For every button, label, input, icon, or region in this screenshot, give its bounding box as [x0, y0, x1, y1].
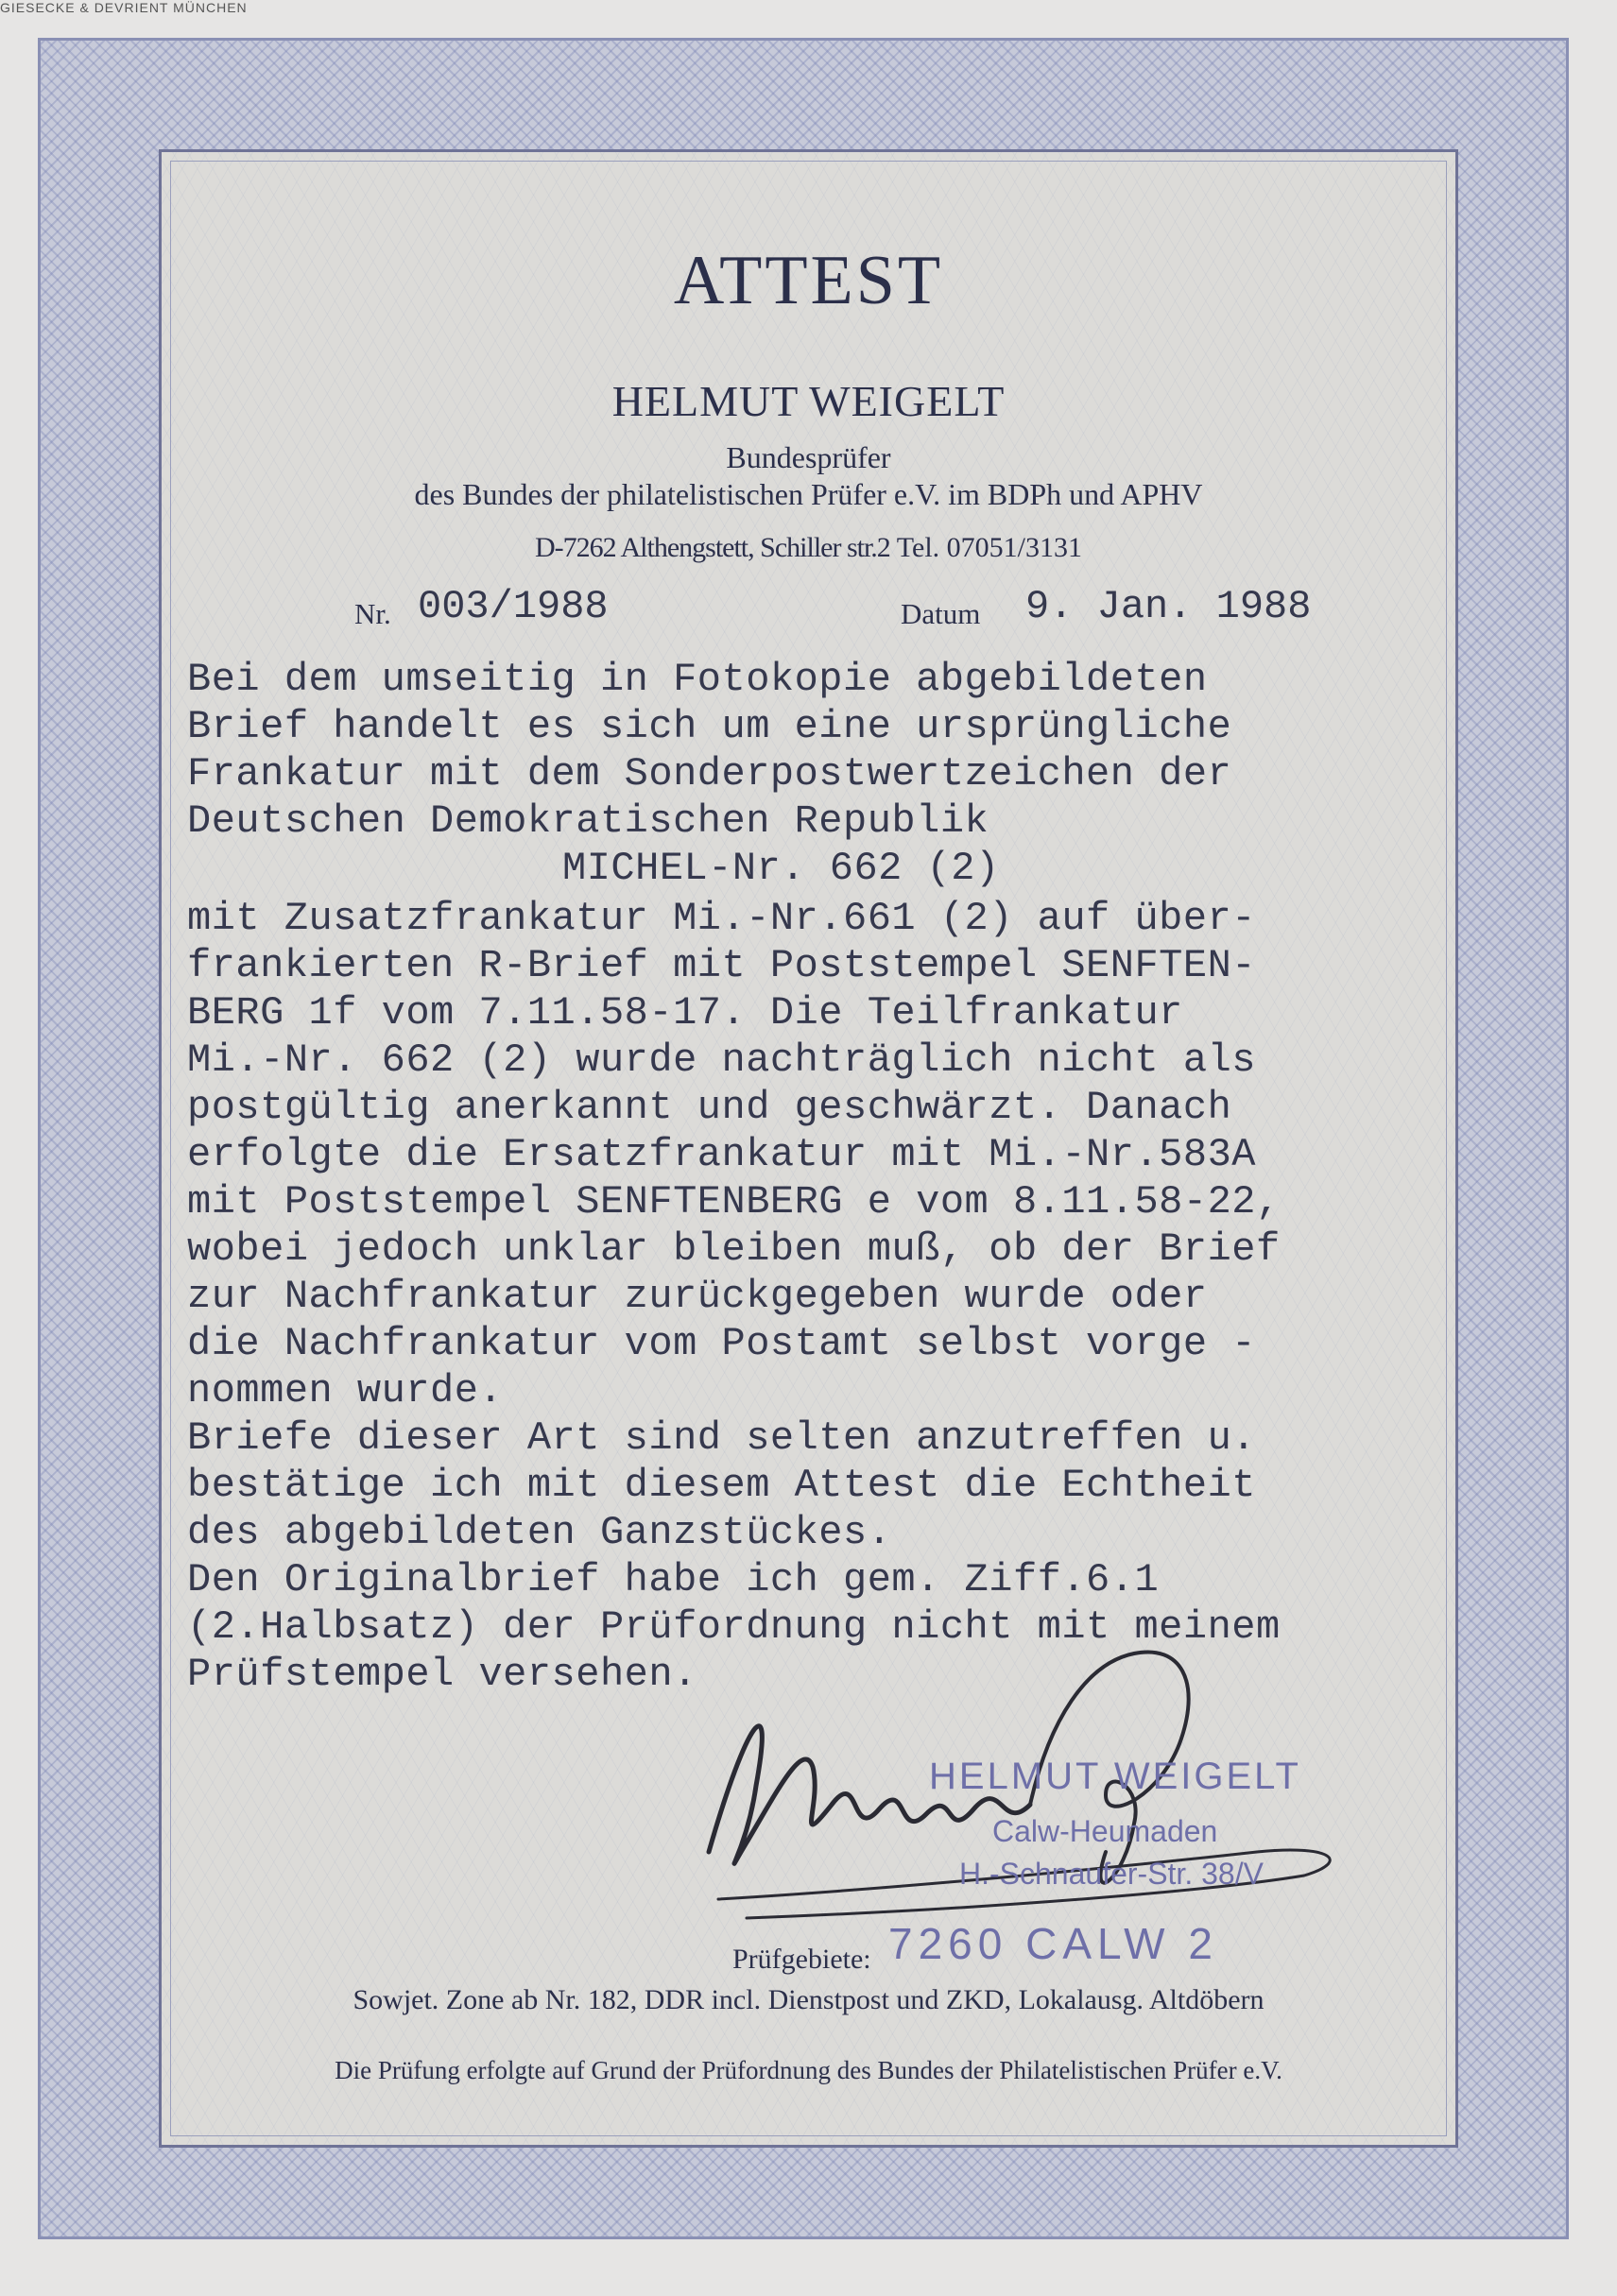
- stamp-street: H.-Schnaufer-Str. 38/V: [959, 1857, 1264, 1891]
- body-line: die Nachfrankatur vom Postamt selbst vorge -: [187, 1321, 1256, 1366]
- footer-note: Die Prüfung erfolgte auf Grund der Prüfordnung des Bundes der Philatelistischen Prüfer e.V.: [335, 2056, 1282, 2084]
- body-line: Brief handelt es sich um eine ursprüngliche: [187, 704, 1232, 749]
- certificate-number: 003/1988: [418, 584, 609, 629]
- body-line: (2.Halbsatz) der Prüfordnung nicht mit meinem: [187, 1604, 1281, 1650]
- examiner-association: des Bundes der philatelistischen Prüfer e.V. im BDPh und APHV: [414, 477, 1203, 511]
- body-line: wobei jedoch unklar bleiben muß, ob der Brief: [187, 1226, 1281, 1272]
- examiner-name: HELMUT WEIGELT: [611, 377, 1006, 425]
- body-line: MICHEL-Nr. 662 (2): [562, 846, 1000, 891]
- body-line: Frankatur mit dem Sonderpostwertzeichen der: [187, 751, 1232, 797]
- printer-imprint: GIESECKE & DEVRIENT MÜNCHEN: [0, 0, 248, 15]
- body-line: mit Zusatzfrankatur Mi.-Nr.661 (2) auf über-: [187, 896, 1256, 941]
- body-line: zur Nachfrankatur zurückgegeben wurde oder: [187, 1274, 1208, 1319]
- examiner-address: [0, 532, 1617, 564]
- stamp-city: Calw-Heumaden: [992, 1814, 1218, 1848]
- body-line: Deutschen Demokratischen Republik: [187, 798, 989, 844]
- body-line: mit Poststempel SENFTENBERG e vom 8.11.58-22,: [187, 1179, 1281, 1225]
- exam-areas-label: Prüfgebiete:: [732, 1944, 871, 1975]
- exam-areas: Sowjet. Zone ab Nr. 182, DDR incl. Dienstpost und ZKD, Lokalausg. Altdöbern: [353, 1984, 1264, 2015]
- date-label: Datum: [901, 597, 981, 630]
- body-line: BERG 1f vom 7.11.58-17. Die Teilfrankatur: [187, 990, 1183, 1036]
- body-line: nommen wurde.: [187, 1368, 504, 1414]
- body-line: frankierten R-Brief mit Poststempel SENFTEN-: [187, 943, 1256, 988]
- stamp-postcode: 7260 CALW 2: [888, 1919, 1218, 1968]
- body-line: erfolgte die Ersatzfrankatur mit Mi.-Nr.583A: [187, 1132, 1256, 1177]
- body-line: Mi.-Nr. 662 (2) wurde nachträglich nicht als: [187, 1037, 1256, 1083]
- body-line: Briefe dieser Art sind selten anzutreffen u.: [187, 1415, 1256, 1461]
- body-line: des abgebildeten Ganzstückes.: [187, 1510, 892, 1555]
- certificate-title: ATTEST: [673, 242, 944, 319]
- body-line: Bei dem umseitig in Fotokopie abgebildeten: [187, 657, 1208, 702]
- phone-number: Tel. 07051/3131: [896, 532, 1082, 563]
- stamp-name: HELMUT WEIGELT: [929, 1756, 1301, 1797]
- number-label: Nr.: [354, 597, 391, 630]
- examiner-role: Bundesprüfer: [726, 440, 891, 474]
- address-struck: D-7262 Althengstett, Schiller str.2: [535, 532, 890, 563]
- body-line: bestätige ich mit diesem Attest die Echtheit: [187, 1463, 1256, 1508]
- body-line: postgültig anerkannt und geschwärzt. Danach: [187, 1085, 1232, 1130]
- body-line: Den Originalbrief habe ich gem. Ziff.6.1: [187, 1557, 1160, 1602]
- body-line: Prüfstempel versehen.: [187, 1652, 697, 1697]
- certificate-date: 9. Jan. 1988: [1025, 584, 1312, 629]
